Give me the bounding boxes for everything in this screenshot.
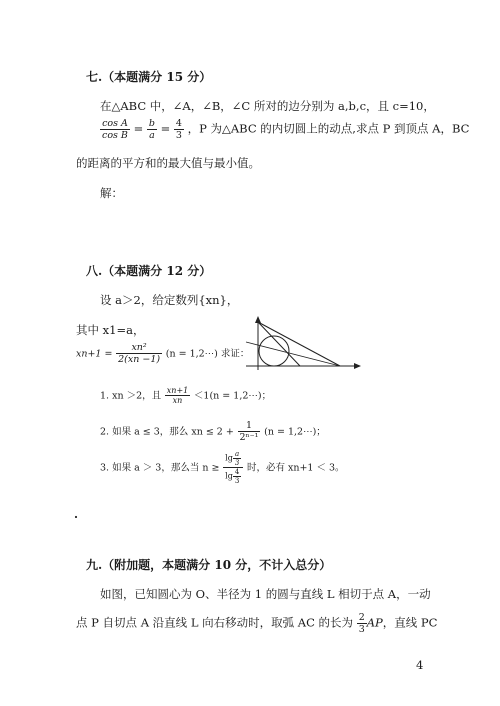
incircle-triangle-figure <box>240 312 366 378</box>
section-8-line2: 其中 x1=a， <box>76 323 145 337</box>
x-axis-arrow <box>354 363 361 369</box>
section-8-line1: 设 a＞2，给定数列{xn}， <box>100 293 239 307</box>
proof-item-2: 2. 如果 a ≤ 3，那么 xn ≤ 2 + $\frac{1}{\text{2ⁿ⁻¹}}$ (n = 1,2⋯)； <box>100 420 326 443</box>
section-9-title: 九.（附加题，本题满分 10 分，不计入总分） <box>86 558 332 572</box>
section-7-answer-label: 解： <box>100 186 123 200</box>
section-7-line2: $\frac{\text{cos A}}{\text{cos B}}$ = $\frac{b}{a}$ = $\frac{4}{3}$ ，P 为△ABC 的内切圆上的动点,求点 P 到顶点 A，BC <box>102 118 470 141</box>
section-9-line1: 如图，已知圆心为 O、半径为 1 的圆与直线 L 相切于点 A，一动 <box>100 587 431 601</box>
recurrence-formula: xn+1 = $\frac{\text{xn²}}{2(xn -1)}$ (n = 1,2⋯) 求证： <box>76 342 250 365</box>
section-7-title: 七.（本题满分 15 分） <box>86 70 212 84</box>
cos-ratio-fraction: $\frac{\text{cos A}}{\text{cos B}}$ <box>102 118 128 141</box>
stray-mark: · <box>74 510 79 524</box>
section-8-title: 八.（本题满分 12 分） <box>86 264 212 278</box>
four-thirds-fraction: $\frac{4}{3}$ <box>175 118 182 141</box>
triangle-cevian-1 <box>258 322 300 366</box>
proof-item-3: 3. 如果 a ＞ 3，那么当 n ≥ lg $\frac{a}{3}$ lg $\frac{4}{3}$ 时，必有 xn+1 ＜ 3。 <box>100 450 345 485</box>
section-7-line1: 在△ABC 中，∠A，∠B，∠C 所对的边分别为 a,b,c，且 c=10， <box>100 99 435 113</box>
triangle-hypotenuse <box>258 322 340 366</box>
b-over-a-fraction: $\frac{b}{a}$ <box>148 118 155 141</box>
page-number: 4 <box>416 658 424 672</box>
y-axis-arrow <box>255 316 261 323</box>
section-7-line3: 的距离的平方和的最大值与最小值。 <box>76 156 260 170</box>
section-9-line2: 点 P 自切点 A 沿直线 L 向右移动时，取弧 AC 的长为 $\frac{2}{3}$ AP，直线 PC <box>76 612 438 635</box>
proof-item-1: 1. xn ＞2，且 $\frac{xn+1}{xn}$ ＜1(n = 1,2⋯)； <box>100 386 272 405</box>
incircle <box>259 336 289 366</box>
